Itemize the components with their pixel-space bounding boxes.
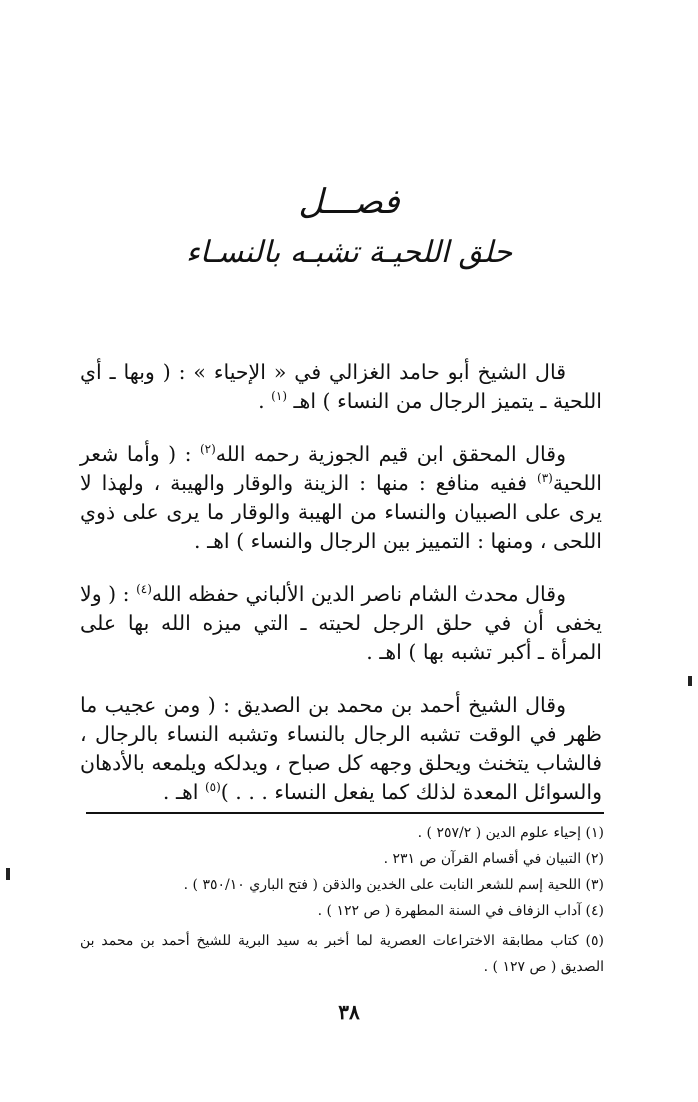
footnote-5: (٥) كتاب مطابقة الاختراعات العصرية لما أخبر به سيد البرية للشيخ أحمد بن محمد بن الصديق ( ص ١٢٧ ) .: [80, 933, 604, 975]
paragraph-text: وقال المحقق ابن قيم الجوزية رحمه الله: [215, 442, 567, 466]
footnote-ref: (١): [271, 389, 287, 404]
paragraph-text: وقال الشيخ أحمد بن محمد بن الصديق : ( ومن عجيب ما ظهر في الوقت تشبه الرجال بالنساء وتشبه النساء بالرجال ، فالشاب يتخنث ويحلق وجهه كل صباح ، ويدلكه ويلمعه بالأدهان والسوائل المعدة لذلك كما يفعل النساء . . . ): [80, 693, 602, 804]
paragraph-ibn-qayyim: [80, 440, 602, 556]
paragraph-tail: : ( ولا يخفى أن في حلق الرجل لحيته ـ التي ميزه الله بها على المرأة ـ أكبر تشبه بها ) اهـ .: [80, 582, 602, 664]
scan-mark: [688, 676, 692, 686]
footnote-ref: (٥): [204, 780, 221, 795]
footnote-divider: [86, 812, 604, 814]
footnote-4: (٤) آداب الزفاف في السنة المطهرة ( ص ١٢٢ ) .: [317, 903, 604, 919]
footnote-ref: (٤): [136, 582, 152, 597]
footnote-2: (٢) التبيان في أقسام القرآن ص ٢٣١ .: [383, 851, 604, 867]
paragraph-text: قال الشيخ أبو حامد الغزالي في « الإحياء » : ( وبها ـ أي اللحية ـ يتميز الرجال من النساء ) اهـ: [80, 360, 602, 413]
paragraph-ghazali: [80, 358, 602, 416]
chapter-heading: [0, 180, 698, 274]
page-number: ٣٨: [338, 1000, 360, 1024]
footnote-1: (١) إحياء علوم الدين ( ٢٥٧/٢ ) .: [417, 825, 604, 841]
paragraph-tail: ففيه منافع : منها : الزينة والوقار والهيبة ، ولهذا لا يرى على الصبيان والنساء من الهيبة والوقار ما يرى على ذوي اللحى ، ومنها : التمييز بين الرجال والنساء ) اهـ .: [80, 471, 602, 553]
paragraph-text-mid: : ( وأما شعر اللحية: [80, 442, 602, 495]
paragraph-tail: .: [258, 389, 272, 413]
paragraph-text: وقال محدث الشام ناصر الدين الألباني حفظه الله: [151, 582, 566, 606]
paragraph-ibn-siddiq: [80, 691, 602, 807]
footnote-ref: (٣): [537, 471, 553, 486]
paragraph-tail: اهـ .: [162, 780, 205, 804]
chapter-title: فصـــل: [298, 182, 400, 222]
footnote-3: (٣) اللحية إسم للشعر النابت على الخدين والذقن ( فتح الباري ٣٥٠/١٠ ) .: [183, 877, 604, 893]
paragraph-albani: [80, 580, 602, 667]
footnotes: [80, 820, 604, 980]
footnote-ref: (٢): [199, 442, 216, 457]
chapter-subtitle: حلق اللحيـة تشبـه بالنسـاء: [185, 235, 513, 270]
scan-mark: [6, 868, 10, 880]
body-text: [80, 358, 602, 831]
